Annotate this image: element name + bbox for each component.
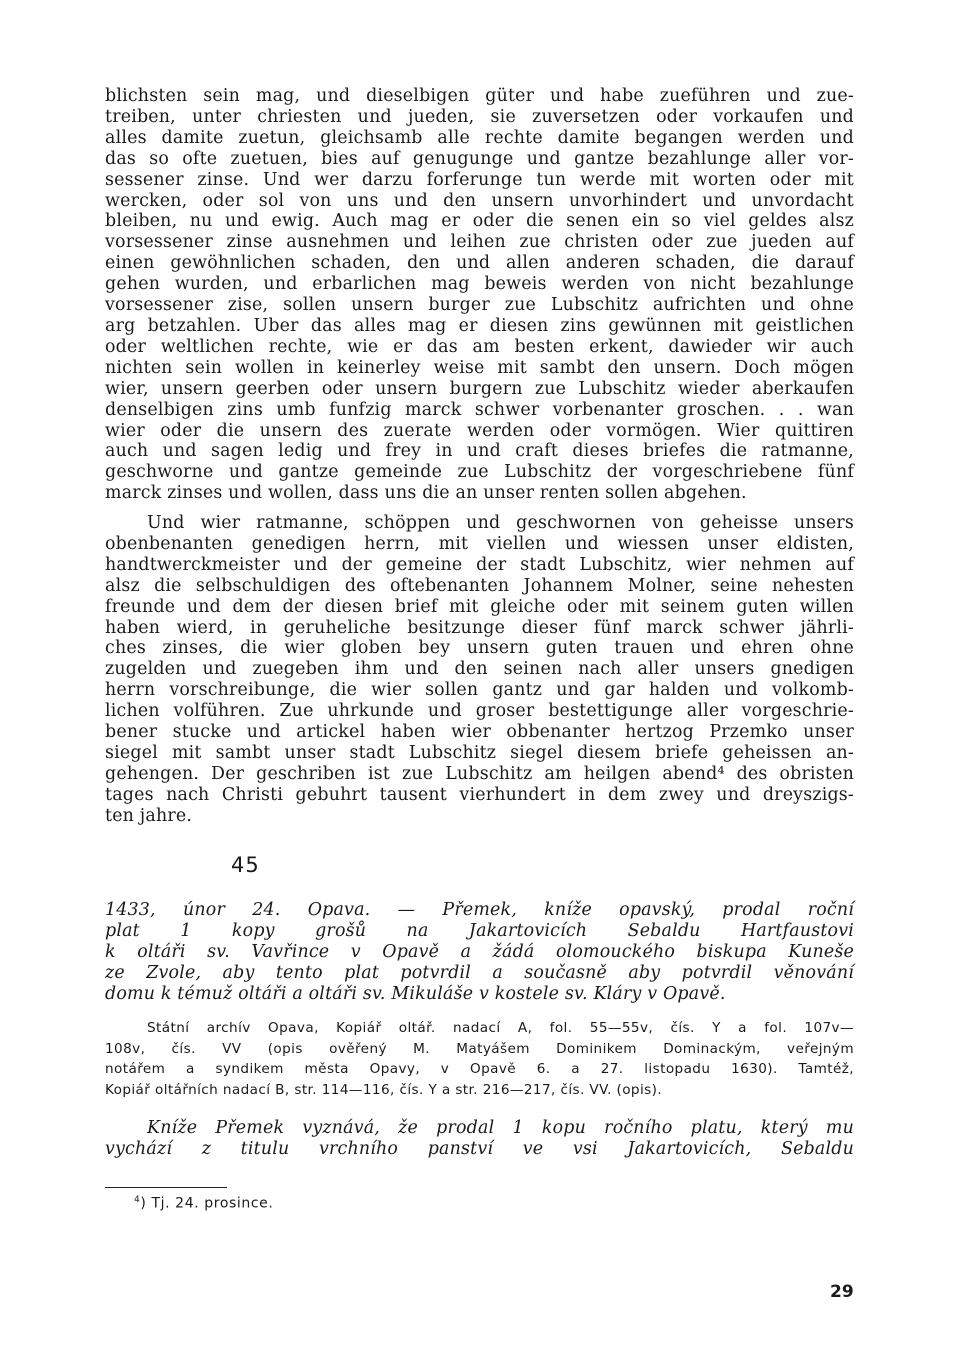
text-line: bener stucke und artickel haben wier obbenanter hertzog Przemko unser — [105, 722, 854, 743]
text-line: 1433, únor 24. Opava. — Přemek, kníže opavský, prodal roční — [105, 900, 854, 920]
text-line: Kopiář oltářních nadací B, str. 114—116, čís. Y a str. 216—217, čís. VV. (opis). — [105, 1081, 663, 1098]
source-note — [105, 1018, 854, 1100]
text-line: Und wier ratmanne, schöppen und geschwornen von geheisse unsers — [147, 513, 854, 533]
text-line: siegel mit sambt unser stadt Lubschitz siegel diesem briefe geheissen an- — [105, 742, 854, 763]
text-line: plat 1 kopy grošů na Jakartovicích Sebaldu Hartfaustovi — [105, 920, 854, 941]
text-line: k oltáři sv. Vavřince v Opavě a žádá olomouckého biskupa Kuneše — [105, 941, 854, 962]
text-line: oder weltlichen rechte, wie er das am besten erkent, dawieder wir auch — [105, 336, 854, 357]
text-line: freunde und dem der diesen brief mit gleiche oder mit seinem guten willen — [105, 596, 854, 617]
text-line: vorsessener zinse ausnehmen und leihen zue christen oder zue jueden auf — [105, 232, 854, 253]
footnote-text: ) Tj. 24. prosince. — [140, 1195, 274, 1212]
text-line: lichen volführen. Zue uhrkunde und groser bestettigunge aller vorgeschrie- — [105, 701, 854, 722]
footnote — [134, 1195, 273, 1212]
text-line: Státní archív Opava, Kopiář oltář. nadací A, fol. 55—55v, čís. Y a fol. 107v— — [147, 1020, 854, 1036]
text-line: auch und sagen ledig und frey in und craft dieses briefes die ratmanne, — [105, 441, 854, 462]
text-line: einen gewöhnlichen schaden, den und allen anderen schaden, die darauf — [105, 253, 854, 274]
text-line: sessener zinse. Und wer darzu forferunge tun werde mit worten oder mit — [105, 169, 854, 190]
text-line: herrn vorschreibunge, die wier sollen gantz und gar halden und volkomb- — [105, 680, 854, 701]
page-number: 29 — [830, 1282, 854, 1302]
text-line: blichsten sein mag, und dieselbigen güter und habe zueführen und zue- — [105, 86, 854, 106]
paragraph-2 — [105, 513, 854, 827]
text-line: obenbenanten genedigen herrn, mit viellen und wiessen unser eldisten, — [105, 533, 854, 554]
text-line: gehengen. Der geschriben ist zue Lubschitz am heilgen abend⁴ des obristen — [105, 763, 854, 784]
text-line: geschworne und gantze gemeinde zue Lubschitz der vorgeschriebene fünf — [105, 462, 854, 483]
text-line: bleiben, nu und ewig. Auch mag er oder die senen ein so viel geldes alsz — [105, 211, 854, 232]
text-line: ches zinses, die wier globen bey unsern guten trauen und ehren ohne — [105, 638, 854, 659]
paragraph-1 — [105, 86, 854, 504]
text-line: zugelden und zuegeben ihm und den seinen nach aller unsers gnedigen — [105, 659, 854, 680]
text-line: wercken, oder sol von uns und den unsern unvorhindert und unvordacht — [105, 190, 854, 211]
document-number: 45 — [231, 853, 260, 877]
text-line: gehen wurden, und erbarlichen mag beweis werden von nicht bezahlunge — [105, 274, 854, 295]
text-line: wier, unsern geerben oder unsern burgern zue Lubschitz wieder aberkaufen — [105, 378, 854, 399]
text-line: 108v, čís. VV (opis ověřený M. Matyášem Dominikem Dominackým, veřejným — [105, 1040, 854, 1057]
text-line: handtwerckmeister und der gemeine der stadt Lubschitz, wier nehmen auf — [105, 554, 854, 575]
text-line: alles damite zuetun, gleichsamb alle rechte damite begangen werden und — [105, 127, 854, 148]
text-line: ten jahre. — [105, 805, 193, 826]
text-line: wier oder die unsern des zuerate werden oder vormögen. Wier quittiren — [105, 420, 854, 441]
footnote-marker: 4 — [134, 1195, 141, 1205]
text-line: alsz die selbschuldigen des oftebenanten Johannem Molner, seine nehesten — [105, 575, 854, 596]
text-line: ze Zvole, aby tento plat potvrdil a současně aby potvrdil věnování — [105, 962, 854, 983]
text-line: nichten sein wollen in keinerley weise mit sambt den unsern. Doch mögen — [105, 357, 854, 378]
regest — [105, 900, 854, 1005]
text-line: das so ofte zuetuen, bies auf genugunge und gantze bezahlunge aller vor- — [105, 148, 854, 169]
text-line: vychází z titulu vrchního panství ve vsi Jakartovicích, Sebaldu — [105, 1138, 854, 1159]
text-line: treiben, unter chriesten und jueden, sie zuversetzen oder vorkaufen und — [105, 106, 854, 127]
text-line: notářem a syndikem města Opavy, v Opavě 6. a 27. listopadu 1630). Tamtéž, — [105, 1061, 854, 1077]
text-line: vorsessener zise, sollen unsern burger zue Lubschitz aufrichten und ohne — [105, 295, 854, 316]
text-line: Kníže Přemek vyznává, že prodal 1 kopu ročního platu, který mu — [147, 1118, 854, 1138]
text-line: arg betzahlen. Uber das alles mag er diesen zins gewünnen mit geistlichen — [105, 315, 854, 336]
text-line: denselbigen zins umb funfzig marck schwer vorbenanter groschen. . . wan — [105, 399, 854, 420]
text-line: tages nach Christi gebuhrt tausent vierhundert in dem zwey und dreyszigs- — [105, 784, 854, 805]
text-line: haben wierd, in geruheliche besitzunge dieser fünf marck schwer jährli- — [105, 617, 854, 638]
summary — [105, 1118, 854, 1160]
footnote-rule — [105, 1187, 227, 1188]
text-line: marck zinses und wollen, dass uns die an unser renten sollen abgehen. — [105, 483, 747, 504]
text-line: domu k témuž oltáři a oltáři sv. Mikuláše v kostele sv. Kláry v Opavě. — [105, 983, 726, 1004]
